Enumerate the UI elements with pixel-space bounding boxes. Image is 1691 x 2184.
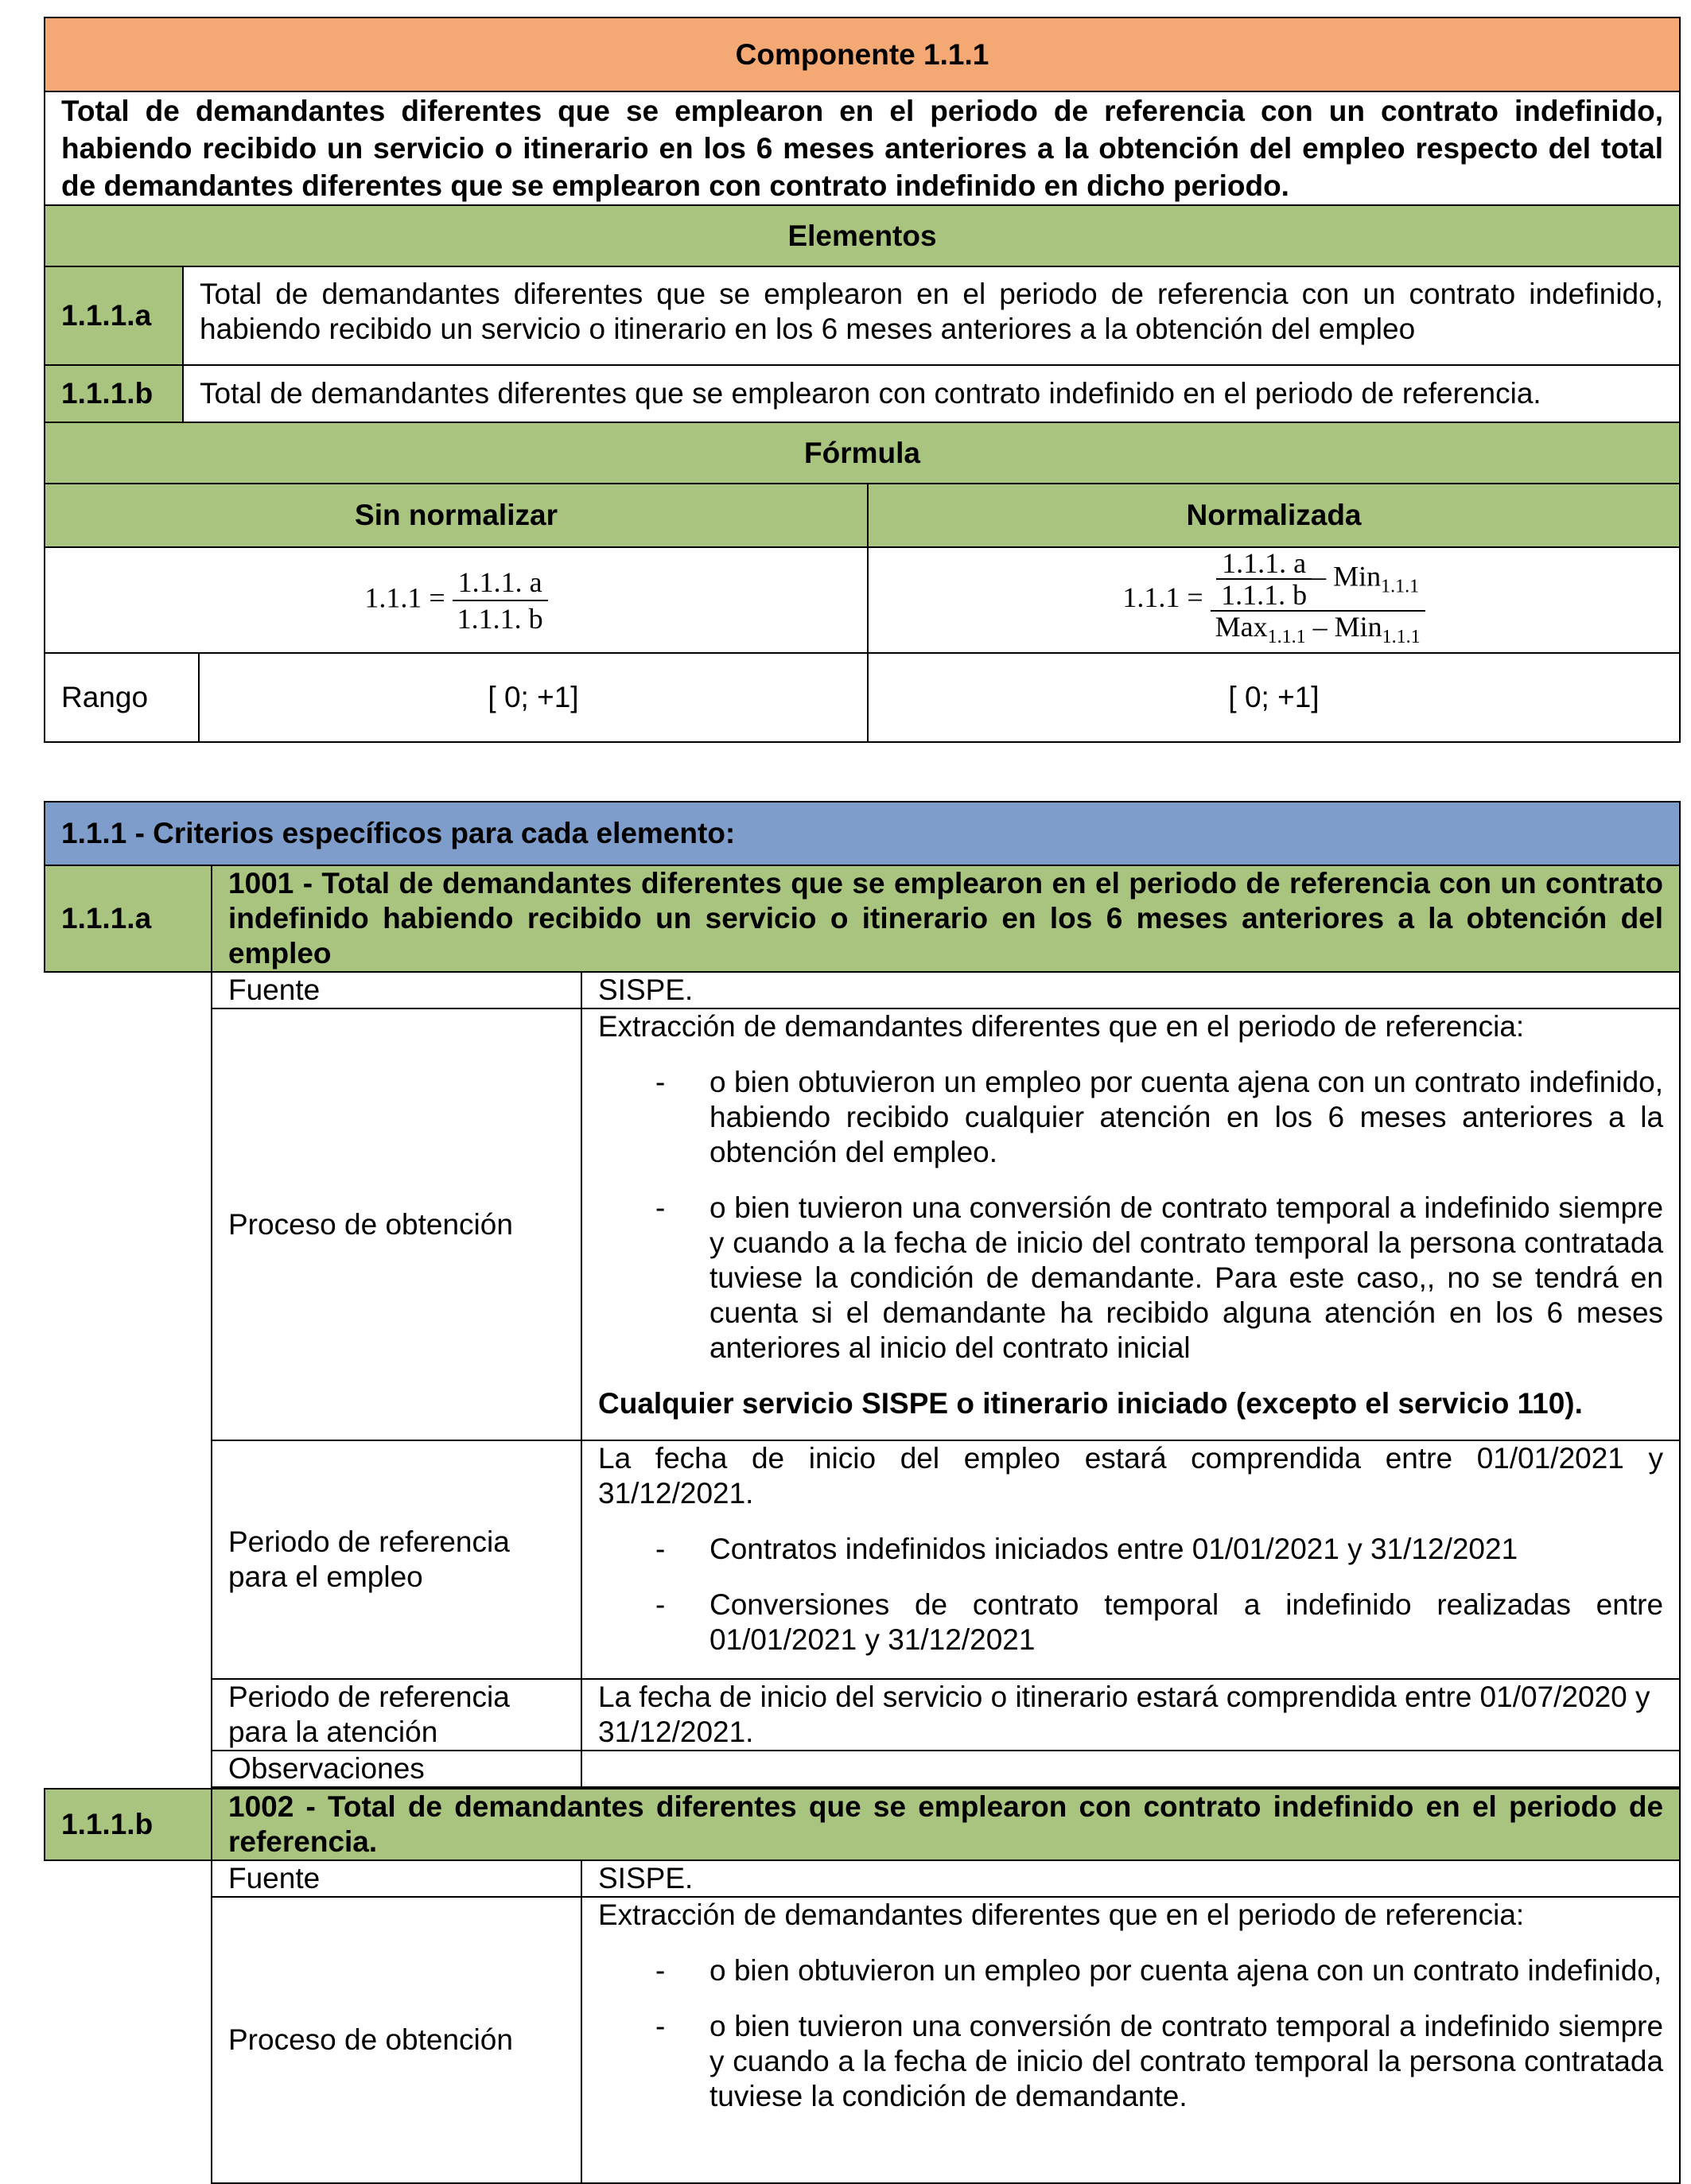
proceso-intro: Extracción de demandantes diferentes que en el periodo de referencia: [598, 1010, 1525, 1043]
formula-lhs: 1.1.1 = [364, 581, 445, 613]
formula-heading: Fórmula [45, 422, 1680, 484]
rango-label: Rango [45, 653, 199, 742]
formula-denominator [1211, 612, 1425, 652]
elemento-text: Total de demandantes diferentes que se emplearon en el periodo de referencia con un contrato indefinido, habiendo recibido un servicio o itinerario en los 6 meses anteriores a la obtención del empleo [183, 266, 1680, 365]
max-subscript: 1.1.1 [1267, 627, 1306, 648]
formula-sin-normalizar [45, 547, 868, 653]
criterio-code: 1.1.1.a [45, 865, 212, 972]
periodo-empleo-label: Periodo de referencia para el empleo [212, 1440, 581, 1679]
proceso-value [581, 1897, 1680, 2183]
indent-spacer [45, 1860, 212, 2183]
list-item: - o bien tuvieron una conversión de contrato temporal a indefinido siempre y cuando a la fecha de inicio del contrato temporal la persona contratada tuviese la condición de demandante. Para este caso,, no se tendrá en cuenta si el demandante ha recibido alguna atención en los 6 meses anteriores al inicio del contrato inicial [598, 1191, 1663, 1366]
criterio-title: 1002 - Total de demandantes diferentes que se emplearon con contrato indefinido en el periodo de referencia. [212, 1789, 1680, 1860]
sin-normalizar-heading: Sin normalizar [45, 484, 868, 547]
fuente-value: SISPE. [581, 972, 1680, 1008]
rango-normalizada: [ 0; +1] [868, 653, 1680, 742]
periodo-empleo-list [598, 1532, 1663, 1657]
list-item: - Contratos indefinidos iniciados entre 01/01/2021 y 31/12/2021 [598, 1532, 1663, 1567]
list-item: - o bien obtuvieron un empleo por cuenta ajena con un contrato indefinido, [598, 1953, 1663, 1988]
criterio-title: 1001 - Total de demandantes diferentes que se emplearon en el periodo de referencia con un contrato indefinido habiendo recibido un servicio o itinerario en los 6 meses anteriores a la obtención del empleo [212, 865, 1680, 972]
criterios-table [44, 801, 1681, 2184]
proceso-label: Proceso de obtención [212, 1008, 581, 1440]
inner-denominator: 1.1.1. b [1221, 579, 1308, 611]
min-subscript: 1.1.1 [1381, 576, 1420, 597]
formula-denominator: 1.1.1. b [457, 602, 543, 635]
fuente-label: Fuente [212, 1860, 581, 1897]
periodo-empleo-intro: La fecha de inicio del empleo estará comprendida entre 01/01/2021 y 31/12/2021. [598, 1442, 1664, 1510]
periodo-empleo-value [581, 1440, 1680, 1679]
formula-fraction [453, 565, 548, 636]
formula-fraction [1211, 548, 1425, 652]
minus-min-den: – Min [1305, 611, 1382, 643]
rango-sin-normalizar: [ 0; +1] [199, 653, 868, 742]
minus-min: – Min [1312, 560, 1382, 593]
formula-numerator: 1.1.1. a [453, 565, 548, 601]
elemento-text: Total de demandantes diferentes que se emplearon con contrato indefinido en el periodo de referencia. [183, 365, 1680, 422]
formula-normalizada [868, 547, 1680, 653]
elemento-code: 1.1.1.b [45, 365, 183, 422]
proceso-label: Proceso de obtención [212, 1897, 581, 2183]
inner-numerator: 1.1.1. a [1216, 548, 1312, 580]
list-item: - o bien tuvieron una conversión de contrato temporal a indefinido siempre y cuando a la fecha de inicio del contrato temporal la persona contratada tuviese la condición de demandante. [598, 2009, 1663, 2114]
proceso-list [598, 1953, 1663, 2114]
indent-spacer [45, 972, 212, 1789]
component-table [44, 17, 1681, 743]
periodo-atencion-value: La fecha de inicio del servicio o itinerario estará comprendida entre 01/07/2020 y 31/12/2021. [581, 1679, 1680, 1751]
observaciones-value [581, 1751, 1680, 1787]
proceso-intro: Extracción de demandantes diferentes que en el periodo de referencia: [598, 1898, 1525, 1931]
criterio-code: 1.1.1.b [45, 1789, 212, 1860]
list-item: - o bien obtuvieron un empleo por cuenta ajena con un contrato indefinido, habiendo recibido cualquier atención en los 6 meses anteriores a la obtención del empleo. [598, 1065, 1663, 1170]
max-term: Max [1215, 611, 1268, 643]
formula-lhs: 1.1.1 = [1122, 581, 1203, 613]
proceso-list [598, 1065, 1663, 1366]
observaciones-label: Observaciones [212, 1751, 581, 1787]
formula-numerator [1211, 548, 1425, 612]
criterios-heading: 1.1.1 - Criterios específicos para cada elemento: [45, 802, 1680, 865]
normalizada-heading: Normalizada [868, 484, 1680, 547]
component-title: Componente 1.1.1 [45, 17, 1680, 91]
list-item: - Conversiones de contrato temporal a indefinido realizadas entre 01/01/2021 y 31/12/2021 [598, 1587, 1663, 1657]
proceso-value [581, 1008, 1680, 1440]
elementos-heading: Elementos [45, 205, 1680, 266]
periodo-atencion-label: Periodo de referencia para la atención [212, 1679, 581, 1751]
proceso-note: Cualquier servicio SISPE o itinerario iniciado (excepto el servicio 110). [598, 1387, 1583, 1420]
elemento-code: 1.1.1.a [45, 266, 183, 365]
fuente-label: Fuente [212, 972, 581, 1008]
fuente-value: SISPE. [581, 1860, 1680, 1897]
min-subscript-den: 1.1.1 [1382, 627, 1421, 648]
component-description: Total de demandantes diferentes que se emplearon en el periodo de referencia con un contrato indefinido, habiendo recibido un servicio o itinerario en los 6 meses anteriores a la obtención del empleo respecto del total de demandantes diferentes que se emplearon con contrato indefinido en dicho periodo. [45, 91, 1680, 205]
